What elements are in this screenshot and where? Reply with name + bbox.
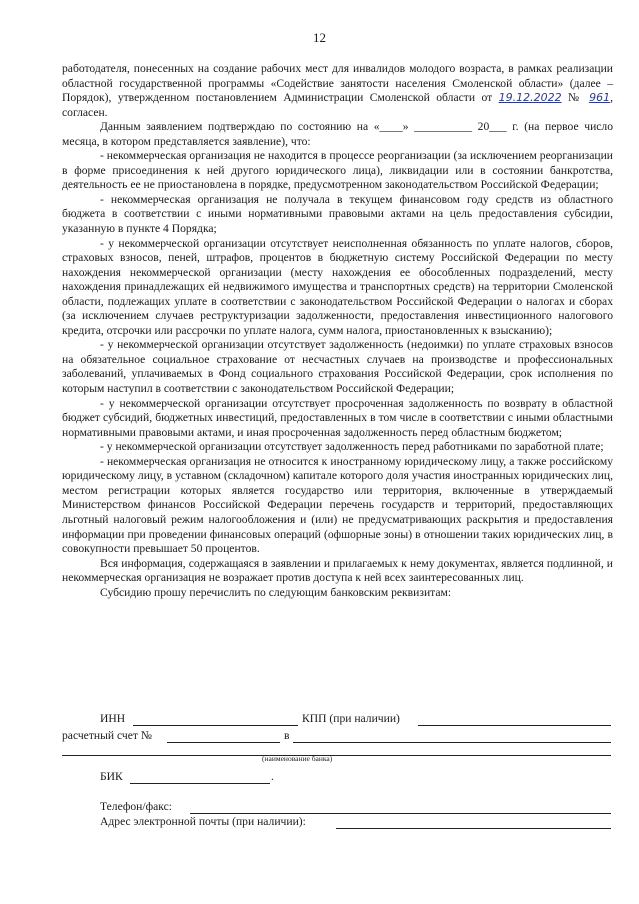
paragraph-bank-request: Субсидию прошу перечислить по следующим банковским реквизитам:	[100, 585, 452, 599]
paragraph-item-overdue-debt: - у некоммерческой организации отсутствует просроченная задолженность по возврату в областной бюджет субсидий, бюджетных инвестиций, предоставленных в том числе в соответствии с иными областными нормативными правовыми актами, и иная просроченная задолженность перед областным бюджетом;	[62, 396, 613, 439]
account-label: расчетный счет №	[62, 729, 152, 742]
email-field[interactable]	[336, 828, 611, 829]
paragraph-intro-text: работодателя, понесенных на создание рабочих мест для инвалидов молодого возраста, в рамках реализации областной государственной программы «Содействие занятости населения Смоленской области» (далее – Порядок), утвержденном постановлением Администрации Смоленской области от	[62, 62, 613, 105]
paragraph-info: Вся информация, содержащаяся в заявлении и прилагаемых к нему документах, является подлинной, и некоммерческая организация не возражает против доступа к ней всех заинтересованных лиц.	[62, 556, 613, 585]
inn-field[interactable]	[133, 725, 298, 726]
phone-label: Телефон/факс:	[100, 800, 172, 813]
paragraph-item-reorganization: - некоммерческая организация не находится в процессе реорганизации (за исключением реорганизации в форме присоединения к ней другого юридического лица), ликвидации или в состоянии банкротства, деятельность ее не приостановлена в порядке, предусмотренном законодательством Российской Федерации;	[62, 149, 613, 192]
bank-name-caption: (наименование банка)	[262, 754, 333, 763]
paragraph-item-budget-funds: - некоммерческая организация не получала в текущем финансовом году средств из областного бюджета в соответствии с иными нормативными правовыми актами на цель предоставления субсидии, указанную в пункте 4 Порядка;	[62, 192, 613, 236]
decree-date: 19.12.2022	[498, 91, 562, 105]
inn-label: ИНН	[100, 712, 126, 725]
paragraph-item-foreign: - некоммерческая организация не относится к иностранному юридическому лицу, а также российскому юридическому лицу, в уставном (складочном) капитале которого доля участия иностранных юридических лиц, местом регистрации которых является государство или территория, включенные в утверждаемый Министерством финансов Российской Федерации перечень государств и территорий, предоставляющих льготный налоговый режим налогообложения и (или) не предусматривающих раскрытия и предоставления информации при проведении финансовых операций (офшорные зоны) в отношении таких юридических лиц, в совокупности превышает 50 процентов.	[62, 454, 613, 556]
paragraph-item-insurance: - у некоммерческой организации отсутствует задолженность (недоимки) по уплате страховых взносов на обязательное социальное страхование от несчастных случаев на производстве и профессиональных заболеваний, уплачиваемых в Фонд социального страхования Российской Федерации, срок исполнения по которым наступил в соответствии с законодательством Российской Федерации;	[62, 338, 613, 396]
paragraph-item-taxes: - у некоммерческой организации отсутствует неисполненная обязанность по уплате налогов, сборов, страховых взносов, пеней, штрафов, процентов в бюджетную систему Российской Федерации по месту нахождения некоммерческой организации (месту нахождения ее обособленных подразделений, месту нахождения принадлежащих ей недвижимого имущества и транспортных средств) на территории Смоленской области, подлежащих уплате в соответствии с законодательством Российской Федерации о налогах и сборах (за исключением случаев реструктуризации задолженности, предоставления инвестиционного налогового кредита, отсрочки или рассрочки по уплате налога, сумм налога, приостановленных к взысканию);	[62, 236, 613, 337]
bik-field[interactable]	[130, 783, 270, 784]
bank-name-field[interactable]	[293, 742, 611, 743]
kpp-label: КПП (при наличии)	[302, 712, 400, 725]
page-number: 12	[313, 30, 326, 45]
paragraph-intro	[62, 62, 613, 120]
decree-number-sign: №	[568, 91, 583, 105]
email-label: Адрес электронной почты (при наличии):	[100, 815, 306, 828]
account-field[interactable]	[167, 742, 280, 743]
decree-suffix: , согласен.	[62, 91, 613, 119]
decree-number: 961	[589, 91, 611, 105]
bik-end: .	[271, 770, 274, 783]
paragraph-item-salary: - у некоммерческой организации отсутствует задолженность перед работниками по заработной плате;	[100, 440, 604, 454]
phone-field[interactable]	[190, 813, 611, 814]
kpp-field[interactable]	[418, 725, 611, 726]
bik-label: БИК	[100, 770, 123, 783]
bank-name-field-2[interactable]	[62, 755, 611, 756]
body-text	[62, 62, 613, 600]
bank-in-label: в	[284, 729, 290, 742]
paragraph-confirm: Данным заявлением подтверждаю по состоянию на «____» __________ 20___ г. (на первое число месяца, в котором представляется заявление), что:	[62, 120, 613, 148]
